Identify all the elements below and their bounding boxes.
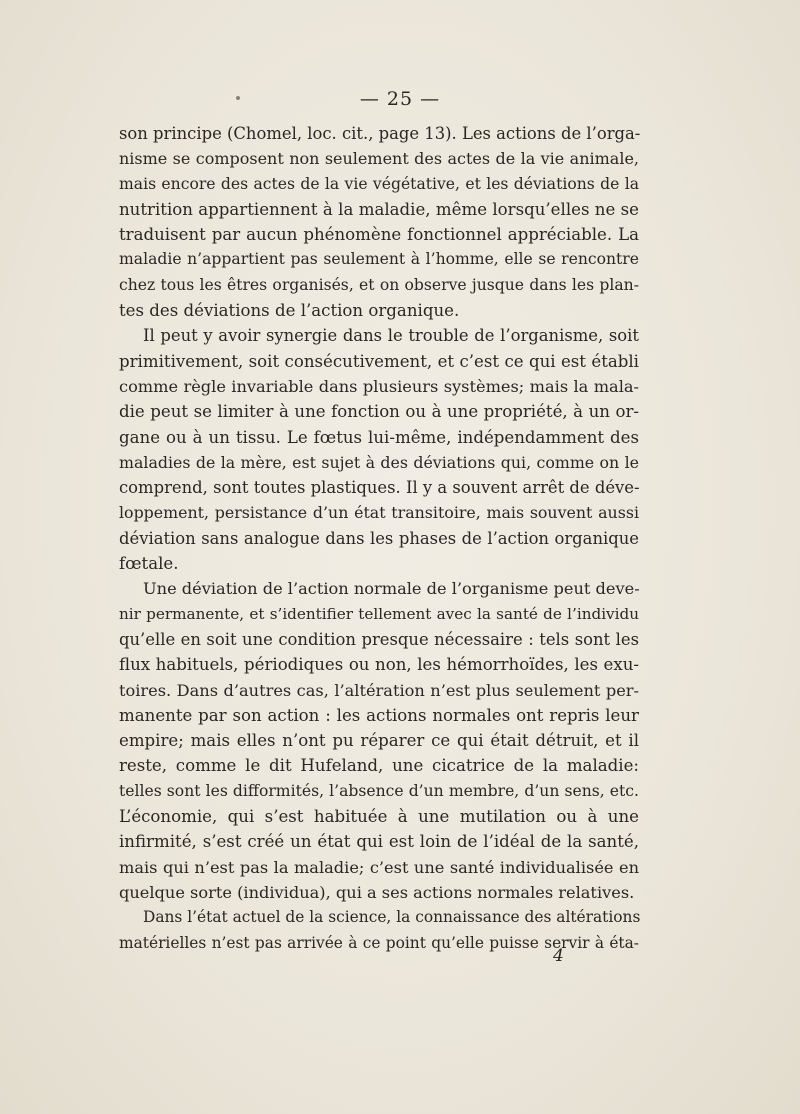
text-line: qu’elle en soit une condition presque nécessaire : tels sont les bbox=[119, 629, 639, 649]
text-line: traduisent par aucun phénomène fonctionnel appréciable. La bbox=[119, 225, 639, 245]
text-line: chez tous les êtres organisés, et on observe jusque dans les plan- bbox=[119, 275, 639, 294]
text-line: toires. Dans d’autres cas, l’altération n’est plus seulement per- bbox=[119, 680, 639, 700]
text-line: Dans l’état actuel de la science, la connaissance des altérations bbox=[143, 908, 641, 927]
text-line: maladie n’appartient pas seulement à l’homme, elle se rencontre bbox=[119, 250, 639, 269]
text-line: reste, comme le dit Hufeland, une cicatrice de la maladie: bbox=[119, 756, 639, 776]
text-line: maladies de la mère, est sujet à des déviations qui, comme on le bbox=[119, 452, 639, 472]
signature-mark: 4 bbox=[553, 946, 564, 966]
text-line: empire; mais elles n’ont pu réparer ce qui était détruit, et il bbox=[119, 731, 639, 751]
text-line: comme règle invariable dans plusieurs systèmes; mais la mala- bbox=[119, 376, 639, 396]
text-line: nutrition appartiennent à la maladie, même lorsqu’elles ne se bbox=[119, 199, 639, 219]
body-text bbox=[119, 121, 639, 956]
text-line: manente par son action : les actions normales ont repris leur bbox=[119, 705, 639, 725]
text-line: nisme se composent non seulement des actes de la vie animale, bbox=[119, 149, 639, 169]
text-line: infirmité, s’est créé un état qui est loin de l’idéal de la santé, bbox=[119, 832, 639, 852]
text-line: tes des déviations de l’action organique. bbox=[119, 301, 460, 321]
text-line: déviation sans analogue dans les phases de l’action organique bbox=[119, 528, 639, 548]
text-line: mais qui n’est pas la maladie; c’est une santé individualisée en bbox=[119, 857, 639, 877]
text-line: Il peut y avoir synergie dans le trouble de l’organisme, soit bbox=[143, 326, 639, 346]
text-line: loppement, persistance d’un état transitoire, mais souvent aussi bbox=[119, 503, 639, 523]
text-line: nir permanente, et s’identifier tellement avec la santé de l’individu bbox=[119, 604, 639, 623]
paragraph bbox=[119, 576, 639, 905]
text-line: L’économie, qui s’est habituée à une mutilation ou à une bbox=[119, 807, 639, 827]
text-line: gane ou à un tissu. Le fœtus lui-même, indépendamment des bbox=[119, 427, 639, 447]
text-line: matérielles n’est pas arrivée à ce point qu’elle puisse servir à éta- bbox=[119, 933, 639, 952]
text-line: die peut se limiter à une fonction ou à une propriété, à un or- bbox=[119, 402, 639, 422]
page-number: — 25 — bbox=[359, 88, 441, 110]
text-line: comprend, sont toutes plastiques. Il y a souvent arrêt de déve- bbox=[119, 478, 640, 498]
text-line: Une déviation de l’action normale de l’organisme peut deve- bbox=[143, 579, 640, 599]
paragraph bbox=[119, 121, 639, 323]
text-line: fœtale. bbox=[119, 554, 179, 574]
text-line: flux habituels, périodiques ou non, les hémorrhoïdes, les exu- bbox=[119, 655, 639, 675]
text-line: quelque sorte (individua), qui a ses actions normales relatives. bbox=[119, 882, 635, 902]
text-line: primitivement, soit consécutivement, et c’est ce qui est établi bbox=[119, 351, 639, 371]
text-line: telles sont les difformités, l’absence d’un membre, d’un sens, etc. bbox=[119, 781, 639, 800]
text-line: son principe (Chomel, loc. cit., page 13). Les actions de l’orga- bbox=[119, 124, 641, 143]
paragraph bbox=[119, 323, 639, 576]
text-line: mais encore des actes de la vie végétative, et les déviations de la bbox=[119, 174, 639, 193]
